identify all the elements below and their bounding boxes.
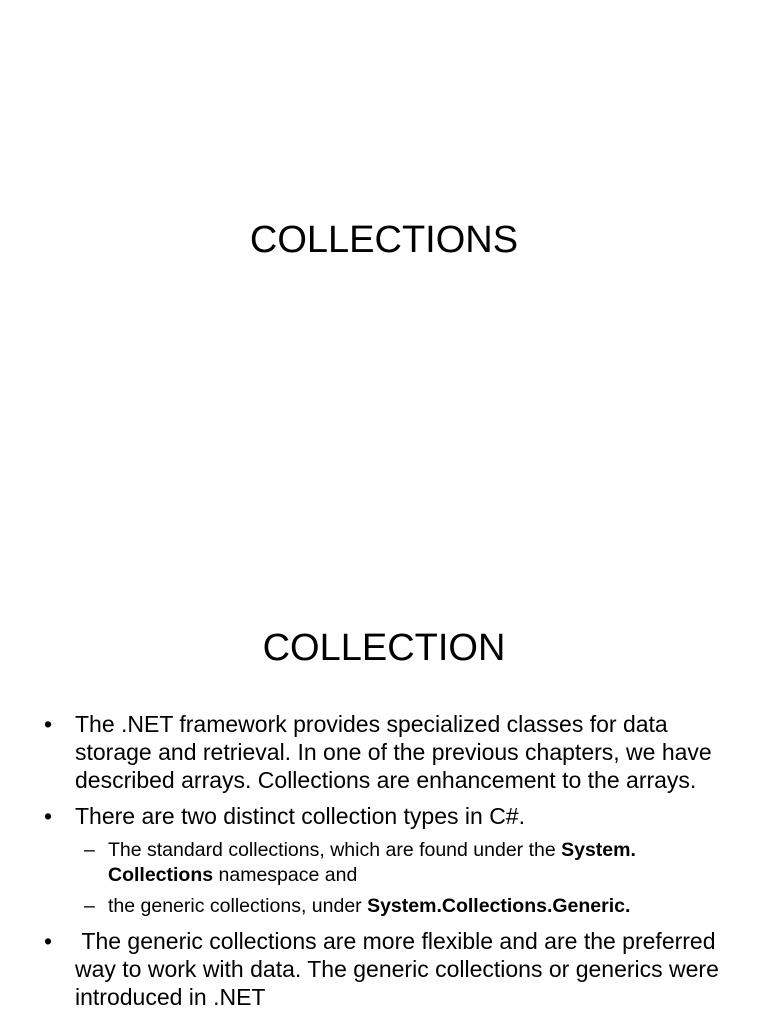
bullet-item — [44, 927, 744, 1011]
namespace-name: System.Collections.Generic. — [367, 895, 631, 917]
bullet-marker: • — [44, 928, 53, 954]
dash-marker: – — [84, 839, 95, 861]
bullet-list — [44, 710, 744, 1019]
sub-bullet-list — [44, 838, 744, 919]
content-slide — [0, 576, 768, 1024]
sub-bullet-item — [44, 838, 744, 888]
bullet-text: The generic collections are more flexible and are the preferred way to work with data. The generic collections or generics were introduced in .NET — [75, 928, 726, 1010]
slide-title: COLLECTIONS — [249, 219, 519, 261]
bullet-marker: • — [44, 711, 53, 737]
bullet-text: The .NET framework provides specialized classes for data storage and retrieval. In one of the previous chapters, we have described arrays. Collections are enhancement to the arrays. — [75, 711, 712, 793]
sub-bullet-text: the generic collections, under — [108, 895, 368, 917]
bullet-item — [44, 802, 744, 919]
sub-bullet-text: The standard collections, which are found under the — [108, 839, 562, 861]
bullet-marker: • — [44, 803, 53, 829]
sub-bullet-text: namespace and — [213, 864, 358, 886]
bullet-item — [44, 710, 744, 794]
sub-bullet-item — [44, 894, 744, 919]
slide-title: COLLECTION — [262, 627, 506, 669]
namespace-name: System. Collections — [108, 839, 636, 886]
dash-marker: – — [84, 895, 95, 917]
bullet-text: There are two distinct collection types in C#. — [75, 803, 525, 829]
